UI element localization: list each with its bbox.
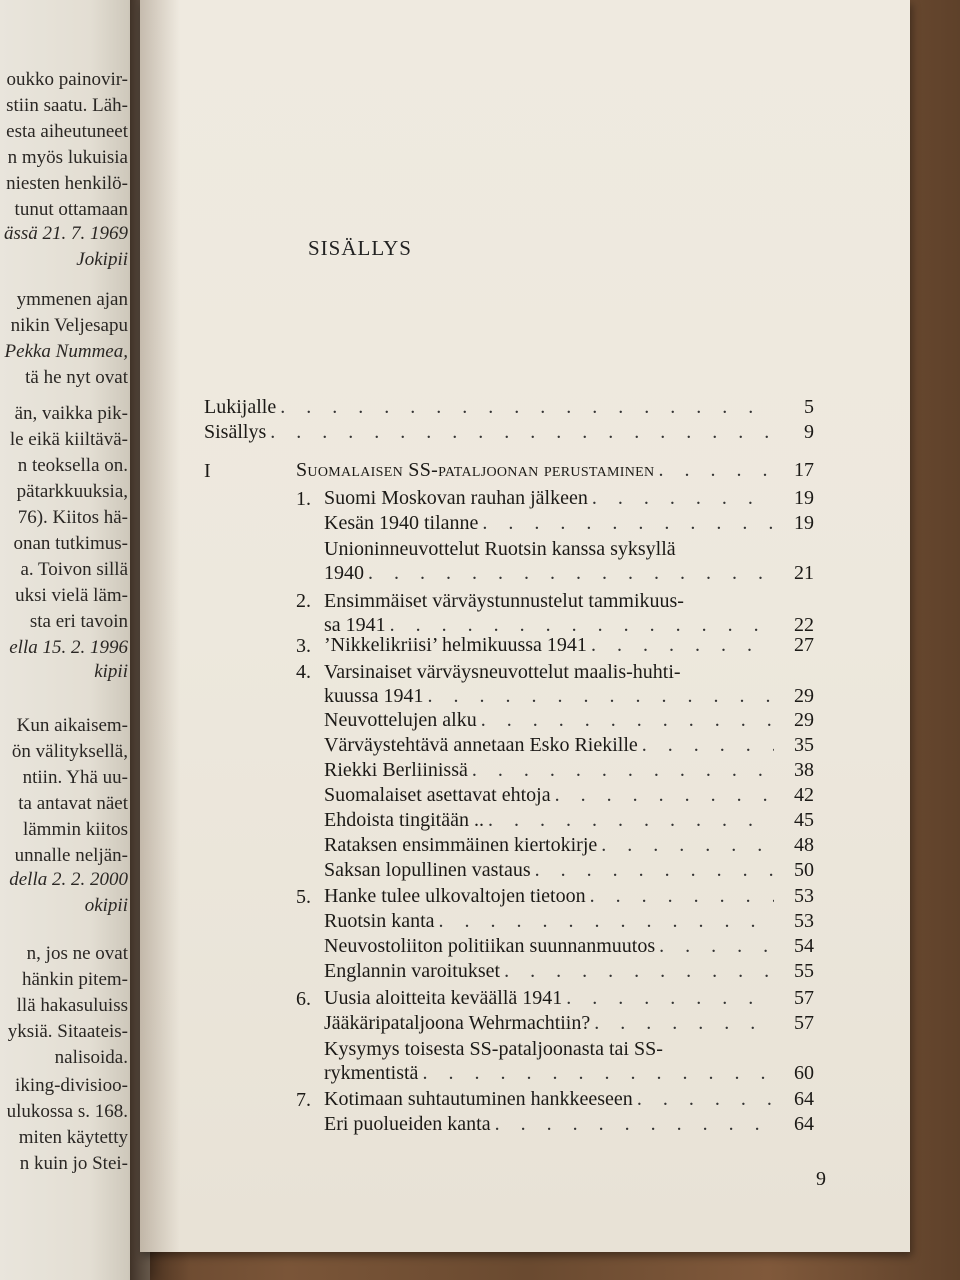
toc-entry-label: Eri puolueiden kanta: [324, 1113, 491, 1135]
toc-entry-label: Suomi Moskovan rauhan jälkeen: [324, 487, 588, 509]
toc-entry-label: kuussa 1941: [324, 685, 424, 707]
facing-page-text-line: ta antavat näet: [18, 793, 128, 814]
toc-page-number: 53: [794, 910, 814, 932]
toc-page-number: 64: [794, 1088, 814, 1110]
toc-section: [324, 1013, 814, 1039]
dot-leader: [591, 635, 774, 655]
toc-page-number: 53: [794, 885, 814, 907]
toc-section: [324, 1114, 814, 1140]
facing-page-text-line: hänkin pitem-: [21, 969, 128, 990]
facing-page-text-line: ymmenen ajan: [16, 289, 128, 310]
dot-leader: [439, 911, 774, 931]
toc-section-line: Kysymys toisesta SS-pataljoonasta tai SS-: [324, 1038, 663, 1060]
chapter-number: 4.: [296, 661, 311, 683]
facing-page-text-line: esta aiheutuneet: [6, 121, 128, 142]
dot-leader: [482, 513, 774, 533]
dot-leader: [658, 460, 774, 480]
toc-section-line: Unioninneuvottelut Ruotsin kanssa syksyllä: [324, 538, 676, 560]
chapter-number: 7.: [296, 1089, 311, 1111]
facing-page-text-line: sta eri tavoin: [29, 611, 128, 632]
toc-entry-label: Värväystehtävä annetaan Esko Riekille: [324, 734, 638, 756]
toc-page-number: 19: [794, 487, 814, 509]
page-title: SISÄLLYS: [308, 236, 412, 260]
dot-leader: [488, 810, 774, 830]
toc-page-number: 9: [804, 421, 814, 443]
toc-entry-label: Uusia aloitteita keväällä 1941: [324, 987, 563, 1009]
toc-page-number: 50: [794, 859, 814, 881]
toc-chapter-line: Varsinaiset värväysneuvottelut maalis-huhti-: [324, 661, 681, 683]
toc-chapter: [324, 1089, 814, 1115]
toc-section: [324, 961, 814, 987]
toc-page-number: 54: [794, 935, 814, 957]
facing-page-text-line: tunut ottamaan: [14, 199, 128, 220]
dot-leader: [390, 615, 774, 635]
dot-leader: [280, 397, 774, 417]
toc-entry-label: Lukijalle: [204, 396, 277, 418]
dot-leader: [422, 1063, 774, 1083]
toc-entry-label: Englannin varoitukset: [324, 960, 501, 982]
dot-leader: [659, 936, 774, 956]
facing-page-text-line: oukko painovir-: [6, 69, 128, 90]
dot-leader: [642, 735, 774, 755]
toc-section: [324, 810, 814, 836]
facing-page-text-line: 76). Kiitos hä-: [17, 507, 128, 528]
facing-page-text-line: n kuin jo Stei-: [19, 1153, 128, 1174]
chapter-number: 2.: [296, 590, 311, 612]
toc-section: [324, 735, 814, 761]
toc-part-title: [296, 460, 814, 486]
toc-page-number: 60: [794, 1062, 814, 1084]
toc-section: [324, 835, 814, 861]
toc-page-number: 19: [794, 512, 814, 534]
toc-entry-label: Riekki Berliinissä: [324, 759, 468, 781]
dot-leader: [590, 886, 774, 906]
dot-leader: [481, 710, 774, 730]
toc-page-number: 45: [794, 809, 814, 831]
dot-leader: [535, 860, 774, 880]
toc-page-number: 5: [804, 396, 814, 418]
facing-page-text-line: le eikä kiiltävä-: [9, 429, 128, 450]
dot-leader: [270, 422, 774, 442]
facing-page-text-line: än, vaikka pik-: [14, 403, 128, 424]
toc-section: [324, 710, 814, 736]
dot-leader: [504, 961, 774, 981]
facing-page-text-line: onan tutkimus-: [13, 533, 128, 554]
facing-page-text-line: niesten henkilö-: [6, 173, 128, 194]
toc-entry-sisallys: [204, 422, 814, 448]
toc-section: [324, 936, 814, 962]
toc-section: [324, 1063, 814, 1089]
toc-page-number: 17: [794, 459, 814, 481]
toc-entry-lukijalle: [204, 397, 814, 423]
chapter-number: 1.: [296, 488, 311, 510]
toc-entry-label: Ruotsin kanta: [324, 910, 435, 932]
dot-leader: [594, 1013, 774, 1033]
facing-page-text-line: nalisoida.: [54, 1047, 128, 1068]
facing-page-text-line: pätarkkuuksia,: [16, 481, 128, 502]
dot-leader: [566, 988, 774, 1008]
toc-section: [324, 860, 814, 886]
toc-page-number: 48: [794, 834, 814, 856]
toc-entry-label: 1940: [324, 562, 364, 584]
toc-entry-label: Rataksen ensimmäinen kiertokirje: [324, 834, 598, 856]
facing-page: [0, 0, 150, 1280]
facing-page-text-line: okipii: [84, 895, 128, 916]
dot-leader: [555, 785, 774, 805]
dot-leader: [601, 835, 774, 855]
facing-page-text-line: della 2. 2. 2000: [9, 869, 128, 890]
toc-section: [324, 513, 814, 539]
toc-chapter: [324, 886, 814, 912]
toc-page-number: 42: [794, 784, 814, 806]
facing-page-text-line: Kun aikaisem-: [16, 715, 128, 736]
facing-page-text-line: ön välityksellä,: [11, 741, 128, 762]
toc-entry-label: Jääkäripataljoona Wehrmachtiin?: [324, 1012, 591, 1034]
facing-page-text-line: n teoksella on.: [17, 455, 128, 476]
toc-page-number: 29: [794, 685, 814, 707]
toc-page-number: 57: [794, 987, 814, 1009]
dot-leader: [592, 488, 774, 508]
facing-page-text-line: kipii: [94, 661, 128, 682]
facing-page-text-line: tä he nyt ovat: [25, 367, 128, 388]
toc-entry-label: rykmentistä: [324, 1062, 419, 1084]
toc-entry-label: Neuvostoliiton politiikan suunnanmuutos: [324, 935, 656, 957]
toc-section: [324, 760, 814, 786]
page-number: 9: [816, 1168, 826, 1190]
facing-page-text-line: unnalle neljän-: [14, 845, 128, 866]
toc-entry-label: Kotimaan suhtautuminen hankkeeseen: [324, 1088, 633, 1110]
facing-page-text-line: lämmin kiitos: [22, 819, 128, 840]
facing-page-text-line: llä hakasuluiss: [16, 995, 128, 1016]
toc-entry-label: Hanke tulee ulkovaltojen tietoon: [324, 885, 586, 907]
toc-page-number: 29: [794, 709, 814, 731]
toc-entry-label: Saksan lopullinen vastaus: [324, 859, 531, 881]
toc-chapter: [324, 988, 814, 1014]
toc-page-number: 64: [794, 1113, 814, 1135]
toc-page-number: 57: [794, 1012, 814, 1034]
facing-page-text-line: iking-divisioo-: [15, 1075, 128, 1096]
toc-entry-label: Neuvottelujen alku: [324, 709, 477, 731]
facing-page-text-line: ässä 21. 7. 1969: [3, 223, 128, 244]
facing-page-text-line: ulukossa s. 168.: [6, 1101, 128, 1122]
toc-section: [324, 911, 814, 937]
facing-page-text-line: a. Toivon sillä: [20, 559, 128, 580]
chapter-number: 3.: [296, 635, 311, 657]
toc-page-number: 27: [794, 634, 814, 656]
toc-page-number: 38: [794, 759, 814, 781]
facing-page-text-line: Pekka Nummea,: [4, 341, 128, 362]
facing-page-text-line: uksi vielä läm-: [15, 585, 128, 606]
dot-leader: [637, 1089, 774, 1109]
toc-page-number: 21: [794, 562, 814, 584]
facing-page-text-line: ntiin. Yhä uu-: [22, 767, 128, 788]
toc-entry-label: Sisällys: [204, 421, 267, 443]
facing-page-text-line: nikin Veljesapu: [10, 315, 128, 336]
chapter-number: 5.: [296, 886, 311, 908]
toc-page-number: 22: [794, 614, 814, 636]
facing-page-text-line: n myös lukuisia: [7, 147, 128, 168]
part-title: Suomalaisen SS-pataljoonan perustaminen: [296, 459, 655, 481]
facing-page-text-line: ella 15. 2. 1996: [9, 637, 128, 658]
toc-page-number: 35: [794, 734, 814, 756]
toc-section: [324, 563, 814, 589]
toc-section: [324, 785, 814, 811]
facing-page-text-line: stiin saatu. Läh-: [6, 95, 128, 116]
toc-entry-label: Ehdoista tingitään ..: [324, 809, 484, 831]
facing-page-text-line: Jokipii: [76, 249, 128, 270]
facing-page-text-line: miten käytetty: [18, 1127, 128, 1148]
toc-chapter: [324, 488, 814, 514]
dot-leader: [495, 1114, 774, 1134]
dot-leader: [368, 563, 774, 583]
dot-leader: [472, 760, 774, 780]
toc-chapter-line: Ensimmäiset värväystunnustelut tammikuus-: [324, 590, 684, 612]
chapter-number: 6.: [296, 988, 311, 1010]
facing-page-text-line: yksiä. Sitaateis-: [7, 1021, 128, 1042]
part-numeral: I: [204, 460, 211, 482]
toc-entry-label: sa 1941: [324, 614, 386, 636]
toc-entry-label: ’Nikkelikriisi’ helmikuussa 1941: [324, 634, 587, 656]
toc-entry-label: Kesän 1940 tilanne: [324, 512, 479, 534]
toc-chapter: [324, 635, 814, 661]
facing-page-text-line: n, jos ne ovat: [26, 943, 128, 964]
dot-leader: [427, 686, 774, 706]
toc-page-number: 55: [794, 960, 814, 982]
toc-entry-label: Suomalaiset asettavat ehtoja: [324, 784, 551, 806]
